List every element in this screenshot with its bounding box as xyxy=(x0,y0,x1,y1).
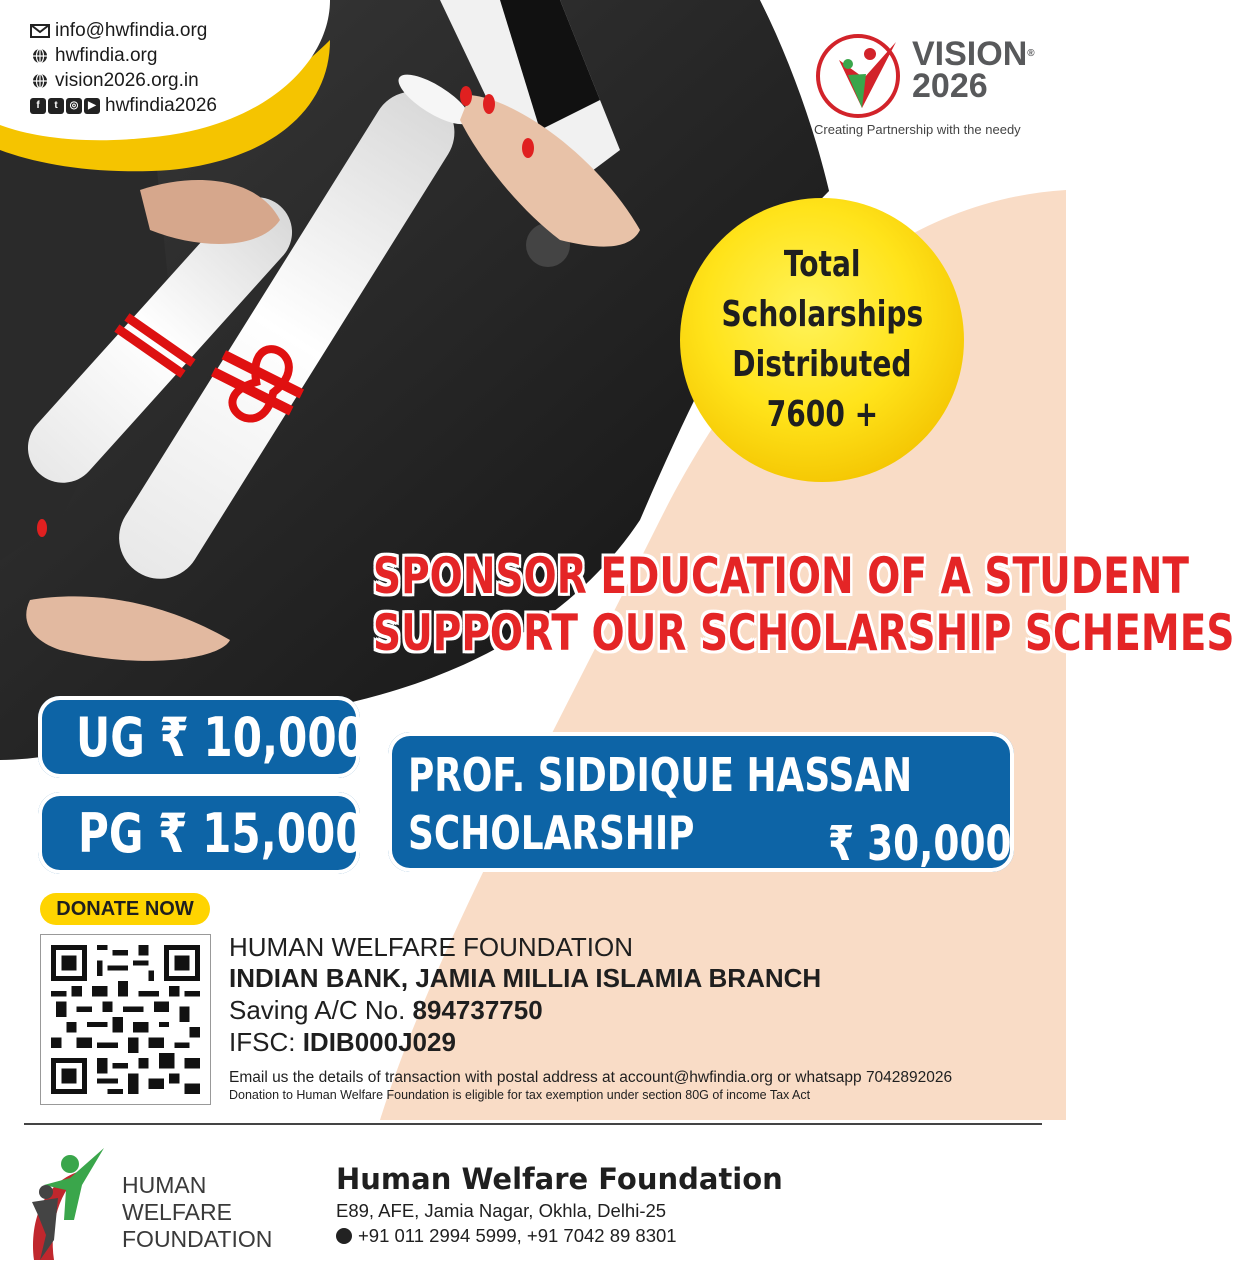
email-transaction-note: Email us the details of transaction with postal address at account@hwfindia.org or whatsapp 7042892026 xyxy=(229,1069,953,1086)
headline xyxy=(186,547,1234,662)
prof-scholarship-pill xyxy=(388,732,1014,872)
scholarships-badge xyxy=(680,198,964,482)
prof-scholarship-line2: SCHOLARSHIP xyxy=(408,806,695,860)
footer-info xyxy=(336,1160,783,1248)
prof-scholarship-amount: ₹ 30,000 xyxy=(828,816,1012,872)
contact-email[interactable]: info@hwfindia.org xyxy=(55,20,208,41)
account-label: Saving A/C No. xyxy=(229,995,406,1025)
contact-vision-website-row[interactable] xyxy=(30,68,217,93)
donate-now-label[interactable]: DONATE NOW xyxy=(40,893,210,925)
contact-email-row[interactable] xyxy=(30,18,217,43)
instagram-icon[interactable]: ◎ xyxy=(66,98,82,114)
donation-qr-code[interactable] xyxy=(40,934,211,1105)
contact-social-row[interactable] xyxy=(30,93,217,118)
ifsc-label: IFSC: xyxy=(229,1027,296,1057)
bank-branch: INDIAN BANK, JAMIA MILLIA ISLAMIA BRANCH xyxy=(229,963,822,993)
footer-phone-row[interactable] xyxy=(336,1223,783,1248)
pg-amount: PG ₹ 15,000 xyxy=(78,802,365,865)
hwf-logo-text xyxy=(122,1172,272,1253)
headline-line-2: SUPPORT OUR SCHOLARSHIP SCHEMES xyxy=(373,604,1234,662)
globe-icon xyxy=(30,48,50,64)
badge-line-3: Distributed xyxy=(732,344,912,385)
account-number-row xyxy=(229,994,952,1026)
phone-icon xyxy=(336,1228,352,1244)
footer-divider xyxy=(24,1123,1042,1125)
hwf-logo-line1: HUMAN xyxy=(122,1172,207,1198)
ug-scholarship-pill xyxy=(38,696,366,778)
hwf-logo-line2: WELFARE xyxy=(122,1199,232,1225)
footer-title: Human Welfare Foundation xyxy=(336,1162,783,1196)
contact-block xyxy=(30,18,217,118)
prof-scholarship-line1: PROF. SIDDIQUE HASSAN xyxy=(408,748,913,802)
vision-emblem-icon xyxy=(814,30,906,120)
contact-website[interactable]: hwfindia.org xyxy=(55,45,158,66)
account-holder: HUMAN WELFARE FOUNDATION xyxy=(229,932,633,962)
hwf-logo-icon xyxy=(24,1140,114,1265)
tax-exemption-note: Donation to Human Welfare Foundation is eligible for tax exemption under section 80G of income Tax Act xyxy=(229,1088,811,1102)
vision-title-line2: 2026 xyxy=(912,67,988,105)
headline-line-1: SPONSOR EDUCATION OF A STUDENT xyxy=(373,547,1190,605)
hwf-logo-line3: FOUNDATION xyxy=(122,1226,273,1252)
globe-icon xyxy=(30,73,50,89)
account-number: 894737750 xyxy=(412,995,543,1025)
facebook-icon[interactable]: f xyxy=(30,98,46,114)
badge-line-4: 7600 + xyxy=(766,394,878,435)
ifsc-code: IDIB000J029 xyxy=(302,1027,456,1057)
qr-code-icon xyxy=(51,945,200,1094)
youtube-icon[interactable]: ▶ xyxy=(84,98,100,114)
footer-address: E89, AFE, Jamia Nagar, Okhla, Delhi-25 xyxy=(336,1200,667,1221)
ug-amount: UG ₹ 10,000 xyxy=(76,706,366,769)
contact-vision-website[interactable]: vision2026.org.in xyxy=(55,70,199,91)
vision-title xyxy=(912,35,1035,105)
badge-line-2: Scholarships xyxy=(721,294,923,335)
pg-scholarship-pill xyxy=(38,792,365,874)
social-icons xyxy=(30,98,100,114)
bank-details xyxy=(229,932,952,1103)
vision-2026-logo xyxy=(812,30,1052,140)
contact-website-row[interactable] xyxy=(30,43,217,68)
vision-title-line1: VISION xyxy=(912,35,1028,73)
registered-mark: ® xyxy=(1027,48,1035,59)
twitter-icon[interactable]: t xyxy=(48,98,64,114)
contact-social-handle: hwfindia2026 xyxy=(105,95,217,116)
mail-icon xyxy=(30,23,50,39)
ifsc-row xyxy=(229,1026,952,1058)
footer-phones[interactable]: +91 011 2994 5999, +91 7042 89 8301 xyxy=(358,1225,677,1246)
vision-tagline: Creating Partnership with the needy xyxy=(814,122,1021,137)
badge-line-1: Total xyxy=(783,244,861,285)
